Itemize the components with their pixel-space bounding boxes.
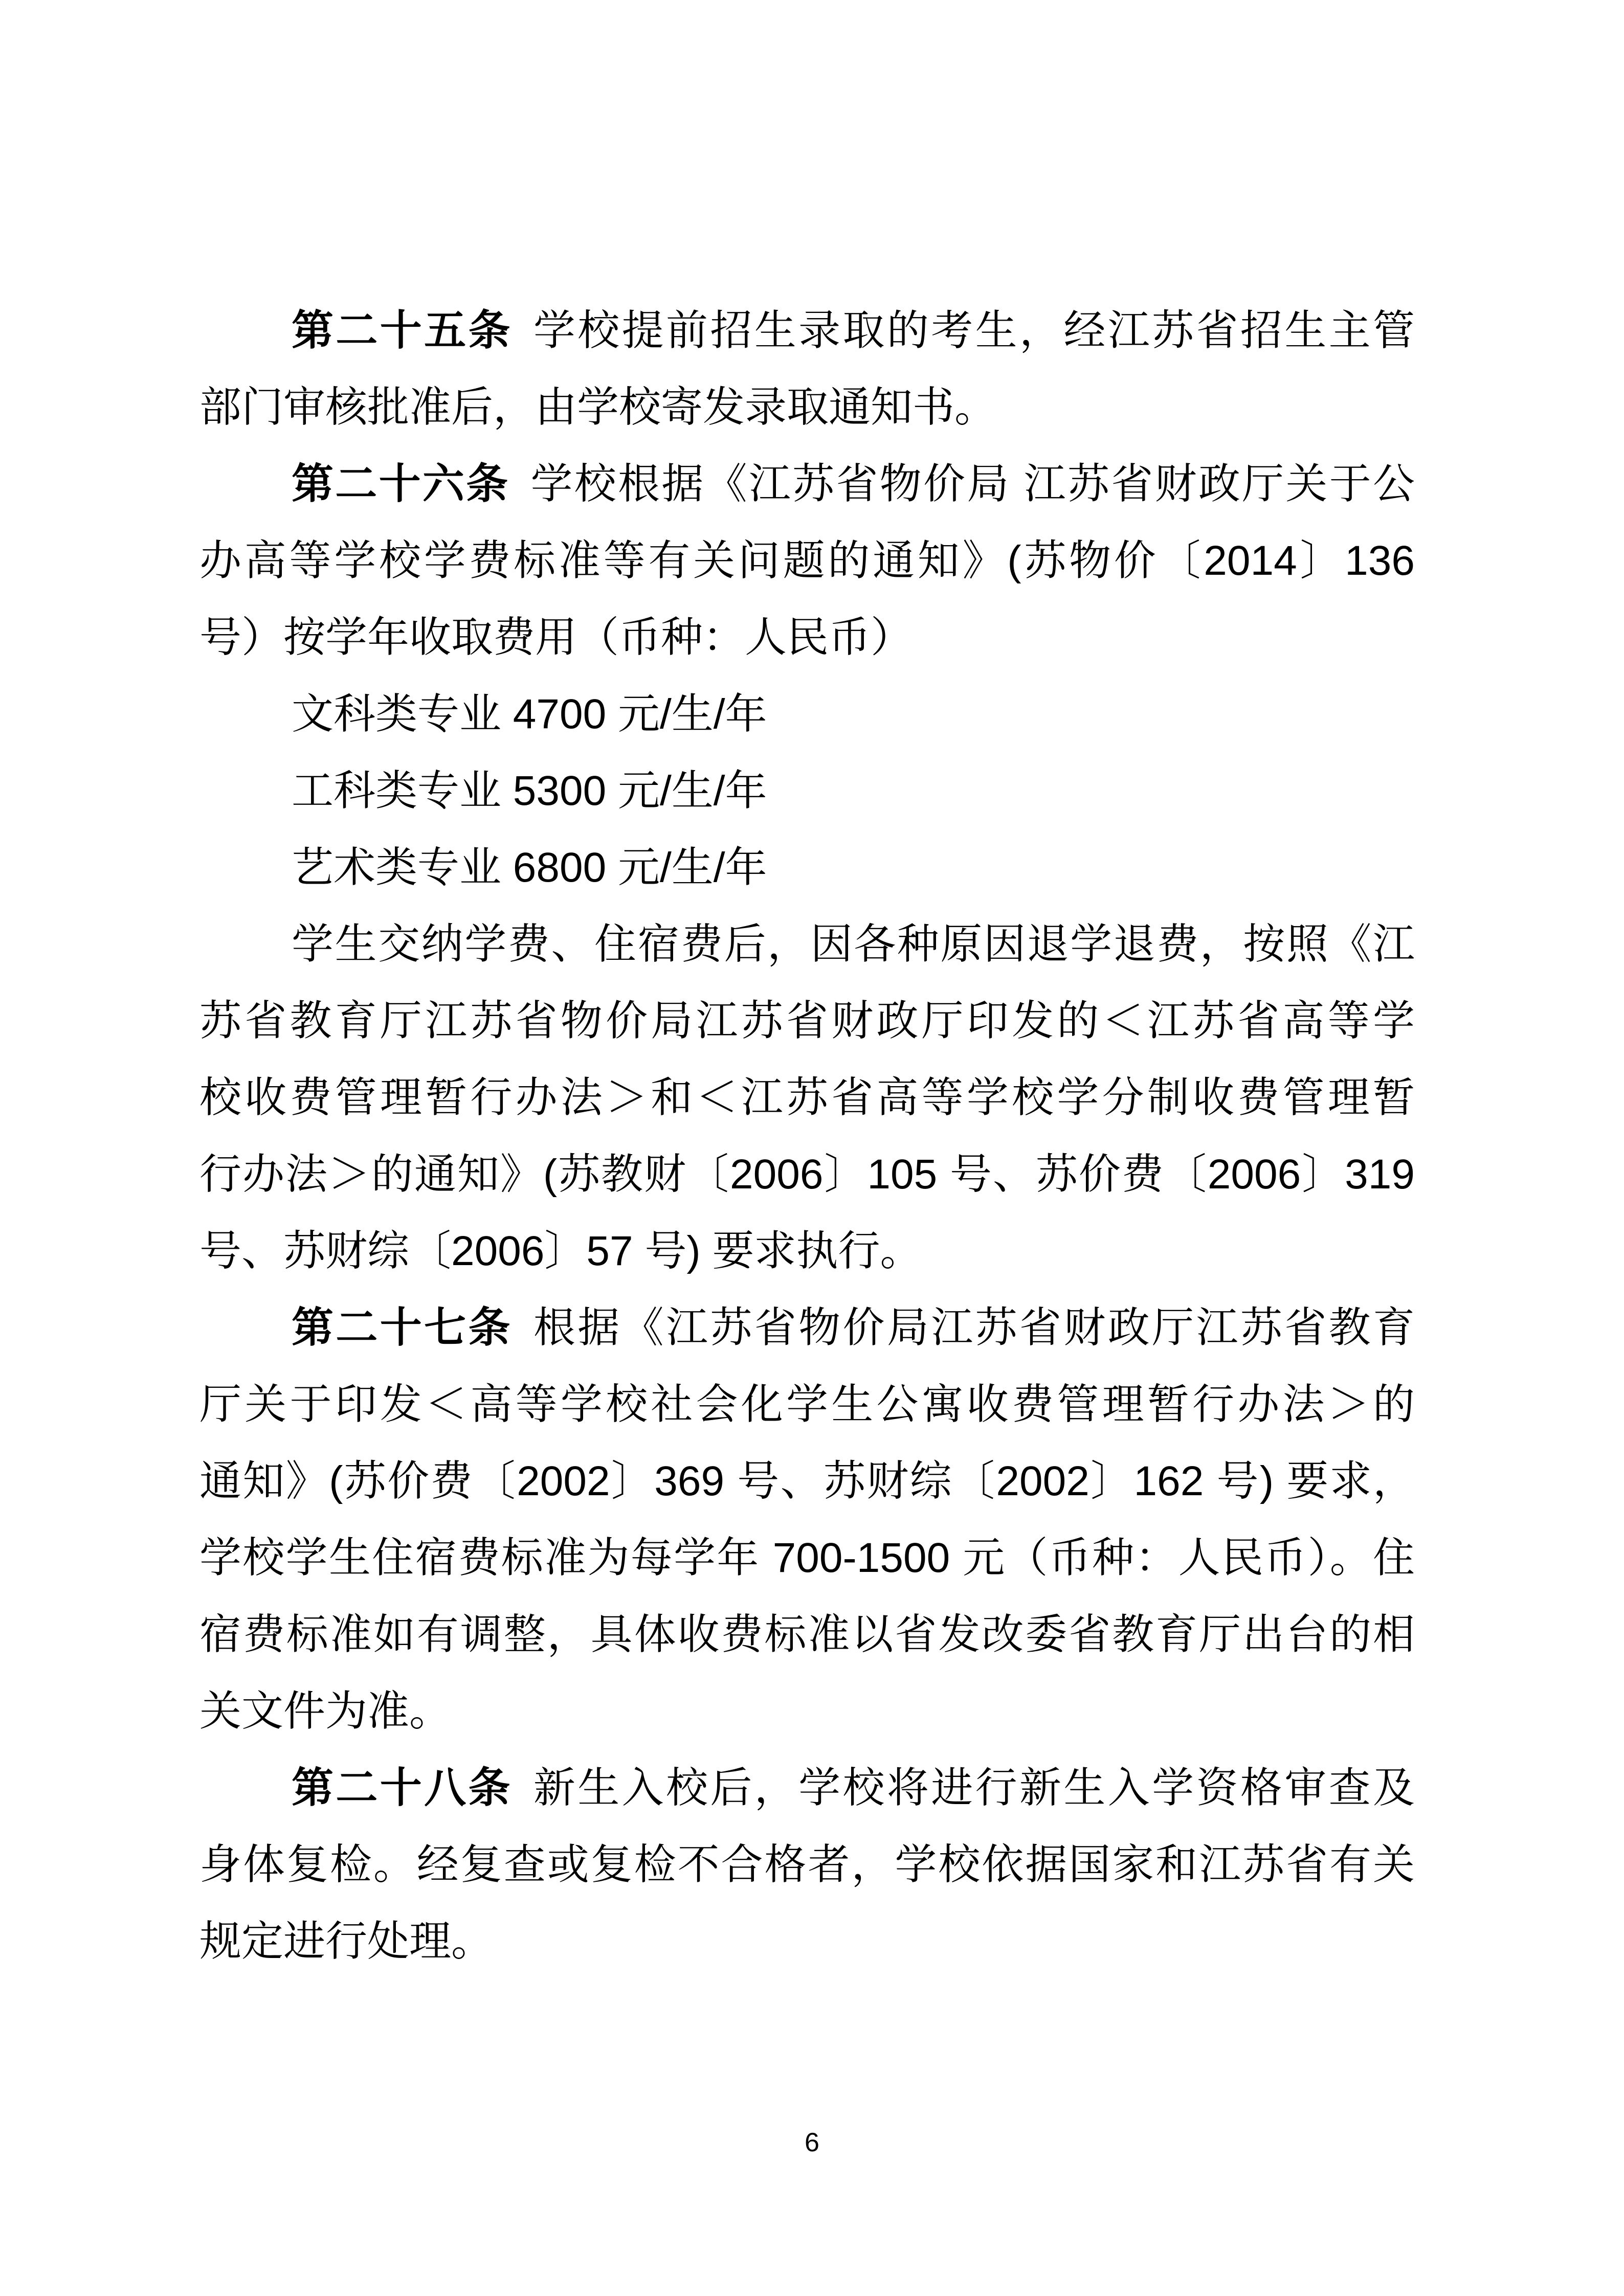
line-text: 行办法＞的通知》(苏教财〔2006〕105 号、苏价费〔2006〕319 — [199, 1151, 1415, 1198]
text-line — [199, 1290, 1415, 1366]
text-line — [199, 1060, 1415, 1136]
text-line — [199, 1596, 1415, 1673]
text-line — [199, 1827, 1415, 1903]
line-text: 文科类专业 4700 元/生/年 — [292, 691, 767, 737]
line-text: 规定进行处理。 — [199, 1918, 494, 1965]
line-text: 宿费标准如有调整，具体收费标准以省发改委省教育厅出台的相 — [199, 1611, 1415, 1658]
article-number: 第二十七条 — [292, 1304, 513, 1351]
text-line-fee-engineering — [199, 753, 1415, 829]
line-text: 关文件为准。 — [199, 1688, 452, 1735]
text-line — [199, 1903, 1415, 1980]
text-line — [199, 292, 1415, 369]
document-text-block — [199, 292, 1415, 1980]
line-text: 根据《江苏省物价局江苏省财政厅江苏省教育 — [533, 1304, 1415, 1351]
text-line — [199, 1673, 1415, 1750]
text-line — [199, 1136, 1415, 1213]
text-line — [199, 523, 1415, 599]
text-line — [199, 983, 1415, 1060]
text-line — [199, 599, 1415, 676]
line-text: 办高等学校学费标准等有关问题的通知》(苏物价〔2014〕136 — [199, 537, 1415, 584]
line-text: 号）按学年收取费用（币种：人民币） — [199, 614, 913, 661]
line-text: 学校学生住宿费标准为每学年 700-1500 元（币种：人民币）。住 — [199, 1535, 1415, 1581]
text-line — [199, 446, 1415, 523]
text-line-fee-liberal-arts — [199, 676, 1415, 753]
line-text: 苏省教育厅江苏省物价局江苏省财政厅印发的＜江苏省高等学 — [199, 998, 1415, 1044]
line-text: 学校提前招生录取的考生，经江苏省招生主管 — [533, 307, 1415, 354]
text-line — [199, 906, 1415, 983]
line-text: 工科类专业 5300 元/生/年 — [292, 768, 767, 814]
text-line — [199, 1750, 1415, 1827]
text-line — [199, 369, 1415, 446]
text-line — [199, 1366, 1415, 1443]
text-line — [199, 1213, 1415, 1290]
line-text: 新生入校后，学校将进行新生入学资格审查及 — [533, 1765, 1415, 1811]
line-text: 通知》(苏价费〔2002〕369 号、苏财综〔2002〕162 号) 要求， — [199, 1458, 1415, 1504]
text-line — [199, 1443, 1415, 1520]
text-line-fee-arts — [199, 829, 1415, 906]
article-number: 第二十六条 — [292, 461, 510, 507]
article-number: 第二十八条 — [292, 1765, 513, 1811]
line-text: 身体复检。经复查或复检不合格者，学校依据国家和江苏省有关 — [199, 1841, 1415, 1888]
page-number: 6 — [805, 2128, 819, 2157]
line-text: 号、苏财综〔2006〕57 号) 要求执行。 — [199, 1228, 922, 1274]
line-text: 部门审核批准后，由学校寄发录取通知书。 — [199, 384, 997, 431]
line-text: 艺术类专业 6800 元/生/年 — [292, 844, 767, 891]
article-number: 第二十五条 — [292, 307, 513, 354]
text-line — [199, 1520, 1415, 1596]
line-text: 学生交纳学费、住宿费后，因各种原因退学退费，按照《江 — [292, 921, 1415, 967]
line-text: 厅关于印发＜高等学校社会化学生公寓收费管理暂行办法＞的 — [199, 1381, 1415, 1428]
line-text: 校收费管理暂行办法＞和＜江苏省高等学校学分制收费管理暂 — [199, 1074, 1415, 1121]
line-text: 学校根据《江苏省物价局 江苏省财政厅关于公 — [530, 461, 1415, 507]
